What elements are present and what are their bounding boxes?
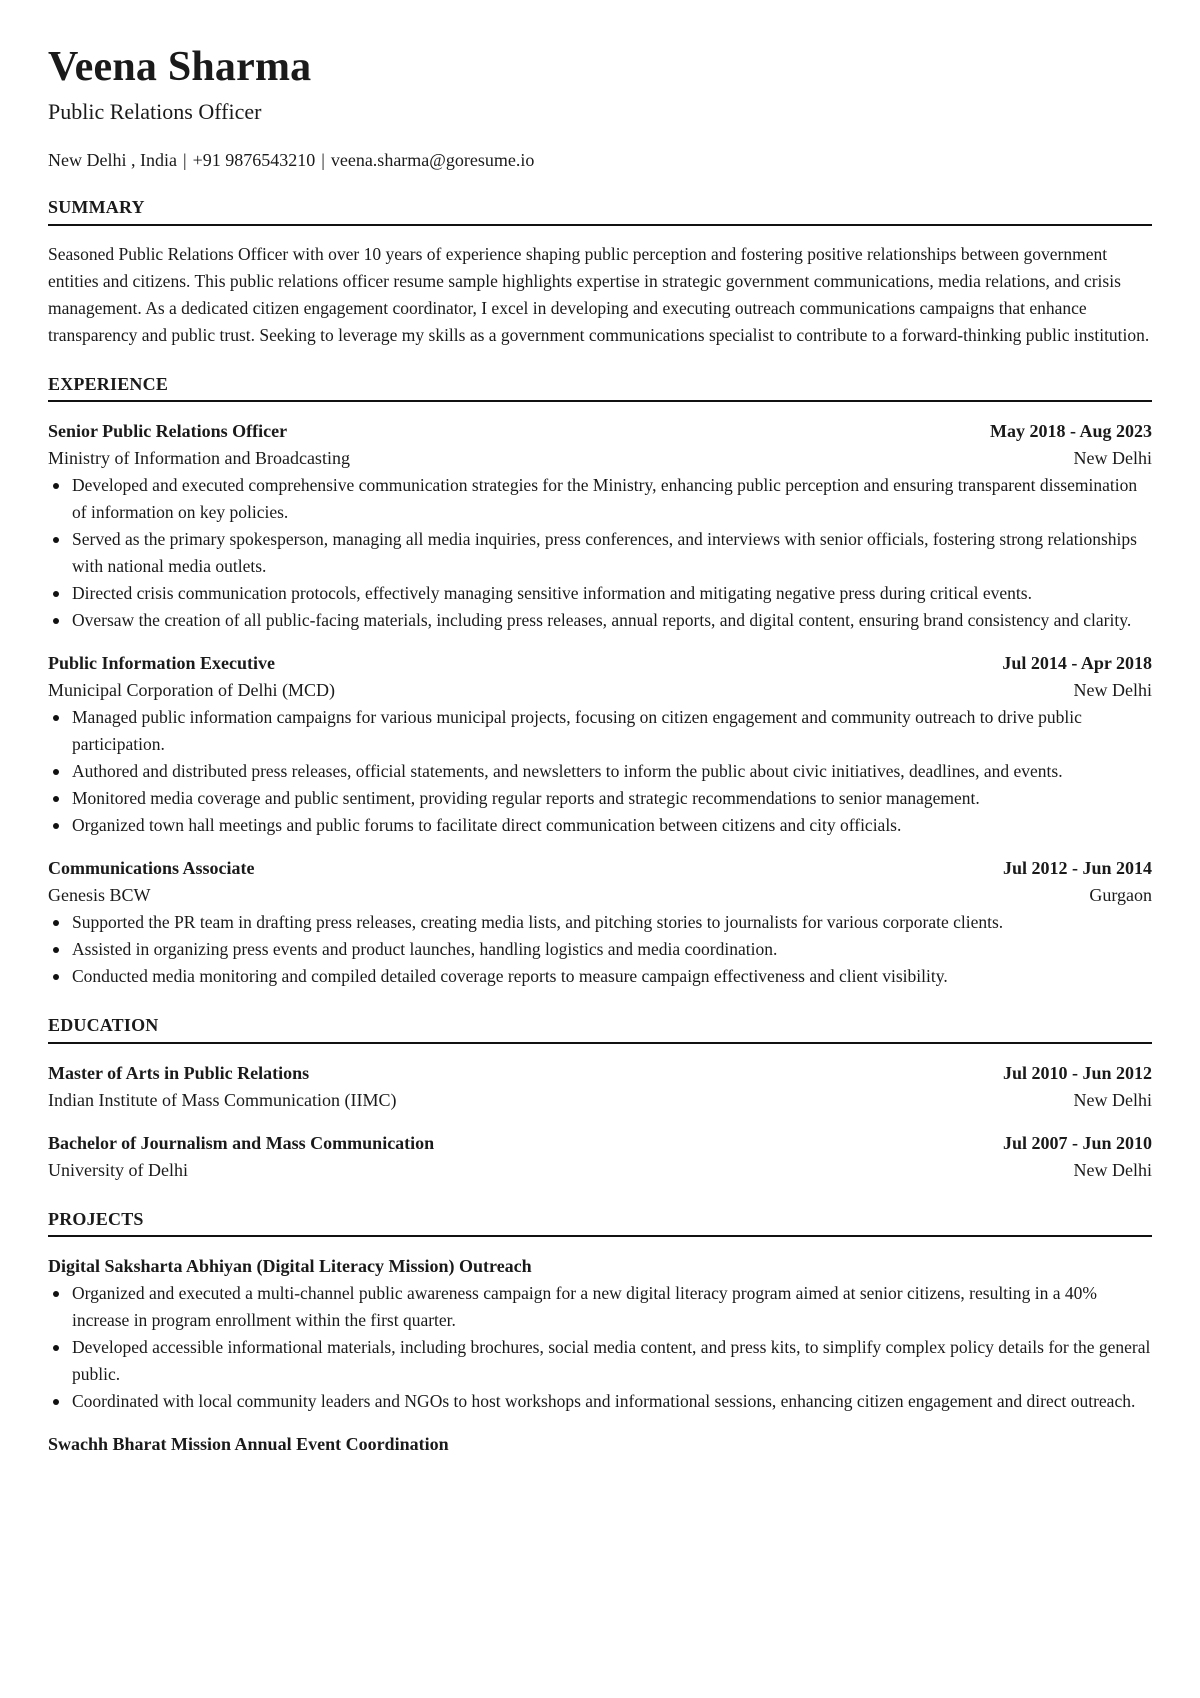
candidate-role: Public Relations Officer bbox=[48, 99, 262, 125]
job-position: Senior Public Relations Officer bbox=[48, 421, 288, 442]
project-bullet: Developed accessible informational materials, including brochures, social media content, and press kits, to simplify complex policy details for the general public. bbox=[48, 1334, 1152, 1388]
edu-degree: Master of Arts in Public Relations bbox=[48, 1062, 310, 1083]
contact-separator: | bbox=[182, 149, 187, 170]
job-location: New Delhi bbox=[1073, 448, 1152, 469]
job-bullet: Monitored media coverage and public sentiment, providing regular reports and strategic recommendations to senior management. bbox=[48, 785, 1152, 812]
candidate-name: Veena Sharma bbox=[48, 44, 312, 90]
summary-heading: SUMMARY bbox=[48, 196, 1152, 225]
edu-school: University of Delhi bbox=[48, 1159, 188, 1180]
summary-section bbox=[48, 196, 1152, 348]
edu-dates: Jul 2010 - Jun 2012 bbox=[1002, 1062, 1152, 1083]
project-entry bbox=[48, 1431, 1152, 1458]
experience-section bbox=[48, 373, 1152, 990]
contact-separator: | bbox=[321, 149, 325, 170]
project-name: Swachh Bharat Mission Annual Event Coordination bbox=[48, 1433, 449, 1454]
job-location: New Delhi bbox=[1073, 680, 1152, 701]
summary-text: Seasoned Public Relations Officer with over 10 years of experience shaping public perception and fostering positive relationships between government entities and citizens. This public relations officer resume sample highlights expertise in strategic government communications, media relations, and crisis management. As a dedicated citizen engagement coordinator, I excel in developing and executing outreach communications campaigns that enhance transparency and public trust. Seeking to leverage my skills as a government communications specialist to contribute to a forward-thinking public institution. bbox=[48, 243, 1150, 345]
job-bullet: Organized town hall meetings and public forums to facilitate direct communication between citizens and city officials. bbox=[48, 812, 1152, 839]
project-name: Digital Saksharta Abhiyan (Digital Literacy Mission) Outreach bbox=[48, 1255, 532, 1276]
experience-entry bbox=[48, 650, 1152, 839]
contact-location: New Delhi , India bbox=[48, 149, 177, 170]
experience-heading: EXPERIENCE bbox=[48, 373, 1152, 402]
edu-degree: Bachelor of Journalism and Mass Communication bbox=[48, 1132, 435, 1153]
education-entry bbox=[48, 1130, 1152, 1184]
job-bullet: Authored and distributed press releases, official statements, and newsletters to inform the public about civic initiatives, deadlines, and events. bbox=[48, 758, 1152, 785]
edu-location: New Delhi bbox=[1073, 1159, 1152, 1180]
job-bullet: Conducted media monitoring and compiled detailed coverage reports to measure campaign effectiveness and client visibility. bbox=[48, 963, 1152, 990]
job-position: Communications Associate bbox=[48, 858, 255, 879]
experience-entry bbox=[48, 855, 1152, 990]
job-bullets bbox=[48, 704, 1152, 839]
job-location: Gurgaon bbox=[1089, 885, 1152, 906]
job-dates: May 2018 - Aug 2023 bbox=[990, 421, 1152, 442]
edu-location: New Delhi bbox=[1073, 1089, 1152, 1110]
job-bullet: Oversaw the creation of all public-facing materials, including press releases, annual reports, and digital content, ensuring brand consistency and clarity. bbox=[48, 607, 1152, 634]
edu-school: Indian Institute of Mass Communication (IIMC) bbox=[48, 1089, 397, 1110]
job-bullet: Directed crisis communication protocols, effectively managing sensitive information and mitigating negative press during critical events. bbox=[48, 580, 1152, 607]
project-bullets bbox=[48, 1280, 1152, 1415]
job-bullets bbox=[48, 909, 1152, 990]
project-bullet: Coordinated with local community leaders and NGOs to host workshops and informational sessions, enhancing citizen engagement and direct outreach. bbox=[48, 1388, 1152, 1415]
job-company: Municipal Corporation of Delhi (MCD) bbox=[48, 680, 335, 701]
edu-dates: Jul 2007 - Jun 2010 bbox=[1002, 1132, 1152, 1153]
experience-entry bbox=[48, 418, 1152, 634]
job-bullet: Developed and executed comprehensive communication strategies for the Ministry, enhancing public perception and ensuring transparent dissemination of information on key policies. bbox=[48, 472, 1152, 526]
education-heading: EDUCATION bbox=[48, 1014, 1152, 1043]
job-bullet: Served as the primary spokesperson, managing all media inquiries, press conferences, and interviews with senior officials, fostering strong relationships with national media outlets. bbox=[48, 526, 1152, 580]
contact-phone: +91 9876543210 bbox=[192, 149, 316, 170]
job-dates: Jul 2012 - Jun 2014 bbox=[1002, 858, 1152, 879]
project-bullet: Organized and executed a multi-channel public awareness campaign for a new digital literacy program aimed at senior citizens, resulting in a 40% increase in program enrollment within the first quarter. bbox=[48, 1280, 1152, 1334]
job-position: Public Information Executive bbox=[48, 653, 275, 674]
job-company: Ministry of Information and Broadcasting bbox=[48, 448, 350, 469]
job-company: Genesis BCW bbox=[48, 885, 151, 906]
education-section bbox=[48, 1014, 1152, 1183]
project-entry bbox=[48, 1253, 1152, 1415]
job-dates: Jul 2014 - Apr 2018 bbox=[1002, 653, 1152, 674]
job-bullet: Assisted in organizing press events and product launches, handling logistics and media coordination. bbox=[48, 936, 1152, 963]
job-bullet: Supported the PR team in drafting press releases, creating media lists, and pitching stories to journalists for various corporate clients. bbox=[48, 909, 1152, 936]
job-bullets bbox=[48, 472, 1152, 634]
job-bullet: Managed public information campaigns for various municipal projects, focusing on citizen engagement and community outreach to drive public participation. bbox=[48, 704, 1152, 758]
projects-section bbox=[48, 1208, 1152, 1458]
contact-email: veena.sharma@goresume.io bbox=[330, 149, 535, 170]
education-entry bbox=[48, 1060, 1152, 1114]
projects-heading: PROJECTS bbox=[48, 1208, 1152, 1237]
contact-line bbox=[48, 149, 1152, 172]
